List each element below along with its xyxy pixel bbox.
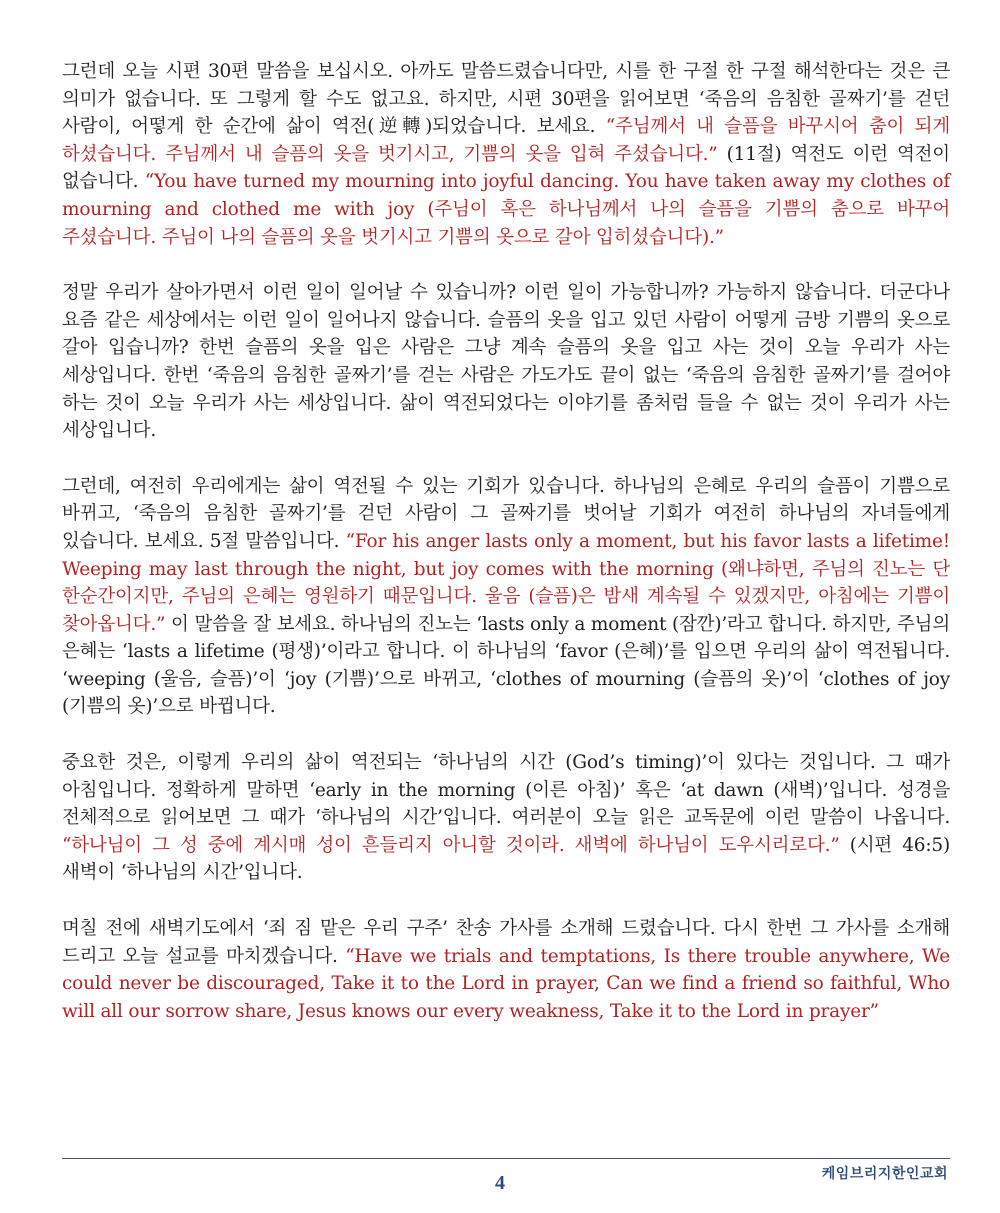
paragraph-1-text-cont: (11절) 역전도 이런 역전이 없습니다. bbox=[62, 143, 950, 193]
paragraph-3-text-cont: 이 말씀을 잘 보세요. 하나님의 진노는 ‘lasts only a moment (잠깐)’라고 합니다. 하지만, 주님의 은혜는 ‘lasts a lifetime (평생)’이라고 합니다. 이 하나님의 ‘favor (은혜)’를 입으면 우리의 삶이 역전됩니다. ‘weeping (울음, 슬픔)’이 ‘joy (기쁨)’으로 바뀌고, ‘clothes of mourning (슬픔의 옷)’이 ‘clothes of joy (기쁨의 옷)’으로 바뀝니다. bbox=[62, 613, 950, 718]
hymn-lyrics-quote: “Have we trials and temptations, Is there trouble anywhere, We could never be discouraged, Take it to the Lord in prayer, Can we find a friend so faithful, Who will all our sorrow share, Jesus knows our every weakness, Take it to the Lord in prayer” bbox=[62, 945, 950, 1022]
paragraph-4 bbox=[62, 749, 950, 887]
sermon-page-body bbox=[62, 58, 950, 1053]
paragraph-5 bbox=[62, 915, 950, 1025]
paragraph-2 bbox=[62, 279, 950, 445]
paragraph-3-text: 그런데, 여전히 우리에게는 삶이 역전될 수 있는 기회가 있습니다. 하나님의 은혜로 우리의 슬픔이 기쁨으로 바뀌고, ‘죽음의 음침한 골짜기’를 걷던 사람이 그 골짜기를 벗어날 기회가 여전히 하나님의 자녀들에게 있습니다. 보세요. 5절 말씀입니다. bbox=[62, 475, 950, 552]
paragraph-4-text-cont: (시편 46:5) 새벽이 ‘하나님의 시간’입니다. bbox=[62, 834, 950, 884]
scripture-quote-korean: “주님께서 내 슬픔을 바꾸시어 춤이 되게 하셨습니다. 주님께서 내 슬픔의 옷을 벗기시고, 기쁨의 옷을 입혀 주셨습니다.” bbox=[62, 116, 950, 165]
paragraph-3 bbox=[62, 473, 950, 721]
scripture-quote-psalm-46-5: “하나님이 그 성 중에 계시매 성이 흔들리지 아니할 것이라. 새벽에 하나님이 도우시리로다.” bbox=[62, 834, 840, 856]
church-name: 케임브리지한인교회 bbox=[821, 1166, 948, 1182]
paragraph-5-text: 며칠 전에 새벽기도에서 ‘죄 짐 맡은 우리 구주’ 찬송 가사를 소개해 드렸습니다. 다시 한번 그 가사를 소개해 드리고 오늘 설교를 마치겠습니다. bbox=[62, 918, 950, 967]
scripture-quote-psalm-30-5: “For his anger lasts only a moment, but his favor lasts a lifetime! Weeping may last through the night, but joy comes with the morning (왜냐하면, 주님의 진노는 단 한순간이지만, 주님의 은혜는 영원하기 때문입니다. 울음 (슬픔)은 밤새 계속될 수 있겠지만, 아침에는 기쁨이 찾아옵니다.” bbox=[62, 530, 950, 635]
paragraph-2-text: 정말 우리가 살아가면서 이런 일이 일어날 수 있습니까? 이런 일이 가능합니까? 가능하지 않습니다. 더군다나 요즘 같은 세상에서는 이런 일이 일어나지 않습니다. 슬픔의 옷을 입고 있던 사람이 어떻게 금방 기쁨의 옷으로 갈아 입습니까? 한번 슬픔의 옷을 입은 사람은 그냥 계속 슬픔의 옷을 입고 사는 것이 오늘 우리가 사는 세상입니다. 한번 ‘죽음의 음침한 골짜기’를 걷는 사람은 가도가도 끝이 없는 ‘죽음의 음침한 골짜기’를 걸어야 하는 것이 오늘 우리가 사는 세상입니다. 삶이 역전되었다는 이야기를 좀처럼 들을 수 없는 것이 우리가 사는 세상입니다. bbox=[62, 282, 950, 442]
paragraph-4-text: 중요한 것은, 이렇게 우리의 삶이 역전되는 ‘하나님의 시간 (God’s timing)’이 있다는 것입니다. 그 때가 아침입니다. 정확하게 말하면 ‘early in the morning (이른 아침)’ 혹은 ‘at dawn (새벽)’입니다. 성경을 전체적으로 읽어보면 그 때가 ‘하나님의 시간’입니다. 여러분이 오늘 읽은 교독문에 이런 말씀이 나옵니다. bbox=[62, 752, 950, 829]
paragraph-1-text: 그런데 오늘 시편 30편 말씀을 보십시오. 아까도 말씀드렸습니다만, 시를 한 구절 한 구절 해석한다는 것은 큰 의미가 없습니다. 또 그렇게 할 수도 없고요. 하지만, 시편 30편을 읽어보면 ‘죽음의 음침한 골짜기’를 걷던 사람이, 어떻게 한 순간에 삶이 역전(逆轉)되었습니다. 보세요. bbox=[62, 61, 950, 138]
paragraph-1 bbox=[62, 58, 950, 251]
scripture-quote-english: “You have turned my mourning into joyful dancing. You have taken away my clothes of mourning and clothed me with joy (주님이 혹은 하나님께서 나의 슬픔을 기쁨의 춤으로 바꾸어 주셨습니다. 주님이 나의 슬픔의 옷을 벗기시고 기쁨의 옷으로 갈아 입히셨습니다).” bbox=[62, 171, 951, 248]
page-number: 4 bbox=[495, 1172, 505, 1194]
footer-divider bbox=[62, 1158, 950, 1159]
